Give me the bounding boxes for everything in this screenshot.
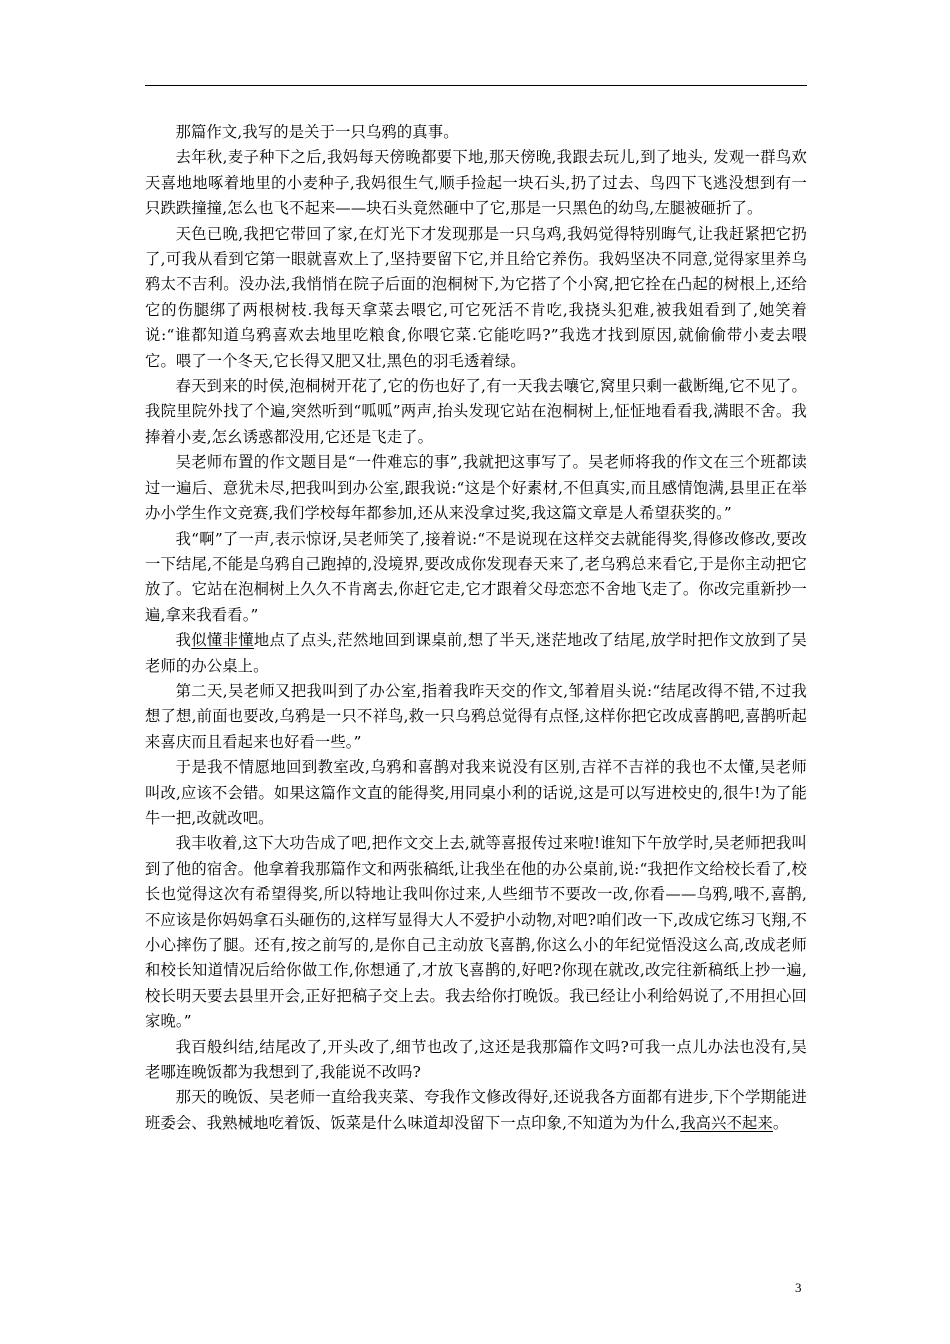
- paragraph-12-start: 那天的晚饭、吴老师一直给我夹菜、夸我作文修改得好,还说我各方面都有进步,下个学期能进班委会、我熟械地吃着饭、饭菜是什么味道却没留下一点印象,不知道为为什么,: [145, 1088, 807, 1132]
- paragraph-11: 我百般纠结,结尾改了,开头改了,细节也改了,这还是我那篇作文吗?可我一点儿办法也没有,吴老哪连晚饭都为我想到了,我能说不改吗?: [145, 1037, 807, 1082]
- paragraph-2: 去年秋,麦子种下之后,我妈每天傍晚都要下地,那天傍晚,我跟去玩儿,到了地头, 发观一群鸟欢天喜地地啄着地里的小麦种子,我妈很生气,顺手捡起一块石头,扔了过去、鸟四下飞逃没想到有一只跌跌撞撞,怎么也飞不起来——块石头竟然砸中了它,那是一只黑色的幼鸟,左腿被砸折了。: [145, 148, 807, 218]
- paragraph-9: 于是我不情愿地回到教室改,乌鸦和喜鹊对我来说没有区别,吉祥不吉祥的我也不太懂,吴老师叫改,应该不会错。如果这篇作文直的能得奖,用同桌小利的话说,这是可以写进校史的,很牛!为了能牛一把,改就改吧。: [145, 758, 807, 827]
- paragraph-7: [145, 628, 807, 679]
- paragraph-4: 春天到来的时侯,泡桐树开花了,它的伤也好了,有一天我去嚷它,窝里只剩一截断绳,它不见了。我院里院外找了个遍,突然听到“呱呱”两声,抬头发现它站在泡桐树上,怔怔地看看我,满眼不舍。我捧着小麦,怎幺诱惑都没用,它还是飞走了。: [145, 377, 807, 446]
- paragraph-7-end: 地点了点头,茫然地回到课桌前,想了半天,迷茫地改了结尾,放学时把作文放到了吴老师的办公桌上。: [145, 631, 807, 675]
- paragraph-5: 吴老师布置的作文题目是“一件难忘的事”,我就把这事写了。吴老师将我的作文在三个班都读过一遍后、意犹未尽,把我叫到办公室,跟我说:“这是个好素材,不但真实,而且感情饱满,县里正在举办小学生作文竞赛,我们学校每年都参加,还从来没拿过奖,我这篇文章是人希望获奖的。”: [145, 453, 807, 523]
- paragraph-1: 那篇作文,我写的是关于一只乌鸦的真事。: [175, 123, 459, 141]
- underlined-phrase: 我高兴不起来: [680, 1113, 773, 1132]
- paragraph-6: 我“啊”了一声,表示惊讶,吴老师笑了,接着说:“不是说现在这样交去就能得奖,得修改修改,要改一下结尾,不能是乌鸦自己跑掉的,没境界,要改成你发现春天来了,老乌鸦总来看它,于是你主动把它放了。它站在泡桐树上久久不肯离去,你赶它走,它才跟着父母恋恋不舍地飞走了。你改完重新抄一遍,拿来我看看。”: [145, 529, 807, 624]
- paragraph-10: 我丰收着,这下大功告成了吧,把作文交上去,就等喜报传过来啦!谁知下午放学时,吴老师把我叫到了他的宿舍。他拿着我那篇作文和两张稿纸,让我坐在他的办公桌前,说:“我把作文给校长看了,校长也觉得这次有希望得奖,所以特地让我叫你过来,人些细节不要改一改,你看——乌鸦,哦不,喜鹊,不应该是你妈妈拿石头砸伤的,这样写显得大人不爱护小动物,对吧?咱们改一下,改成它练习飞翔,不小心摔伤了腿。还有,按之前写的,是你自己主动放飞喜鹊,你这么小的年纪觉悟没这么高,改成老师和校长知道情况后给你做工作,你想通了,才放飞喜鹊的,好吧?你现在就改,改完往新稿纸上抄一遍,校长明天要去县里开会,正好把稿子交上去。我去给你打晚饭。我已经让小利给妈说了,不用担心回家晚。”: [145, 834, 807, 1031]
- paragraph-12: [145, 1085, 807, 1136]
- header-rule: [145, 85, 807, 86]
- article-body: [145, 120, 807, 1136]
- paragraph-7-start: 我: [175, 631, 192, 650]
- page-number: 3: [795, 1280, 802, 1295]
- underlined-phrase: 似懂非懂: [191, 631, 254, 650]
- paragraph-3: 天色已晚,我把它带回了家,在灯光下才发现那是一只乌鸡,我妈觉得特别晦气,让我赶紧把它扔了,可我从看到它第一眼就喜欢上了,坚持要留下它,并且给它养伤。我妈坚决不同意,觉得家里养乌鸦太不吉利。没办法,我悄悄在院子后面的泡桐树下,为它搭了个小窝,把它拴在凸起的树根上,还给它的伤腿绑了两根树枝.我每天拿菜去喂它,可它死活不肯吃,我挠头犯难,被我姐看到了,她笑着说:“谁都知道乌鸦喜欢去地里吃粮食,你喂它菜.它能吃吗?”我选才找到原因,就偷偷带小麦去喂它。喂了一个冬天,它长得又肥又壮,黑色的羽毛透着绿。: [145, 224, 807, 370]
- paragraph-12-end: 。: [772, 1113, 789, 1132]
- paragraph-8: 第二天,吴老师又把我叫到了办公室,指着我昨天交的作文,邹着眉头说:“结尾改得不错,不过我想了想,前面也要改,乌鸦是一只不祥鸟,救一只乌鸦总觉得有点怪,这样你把它改成喜鹊吧,喜鹊听起来喜庆而且看起来也好看一些。”: [145, 681, 807, 751]
